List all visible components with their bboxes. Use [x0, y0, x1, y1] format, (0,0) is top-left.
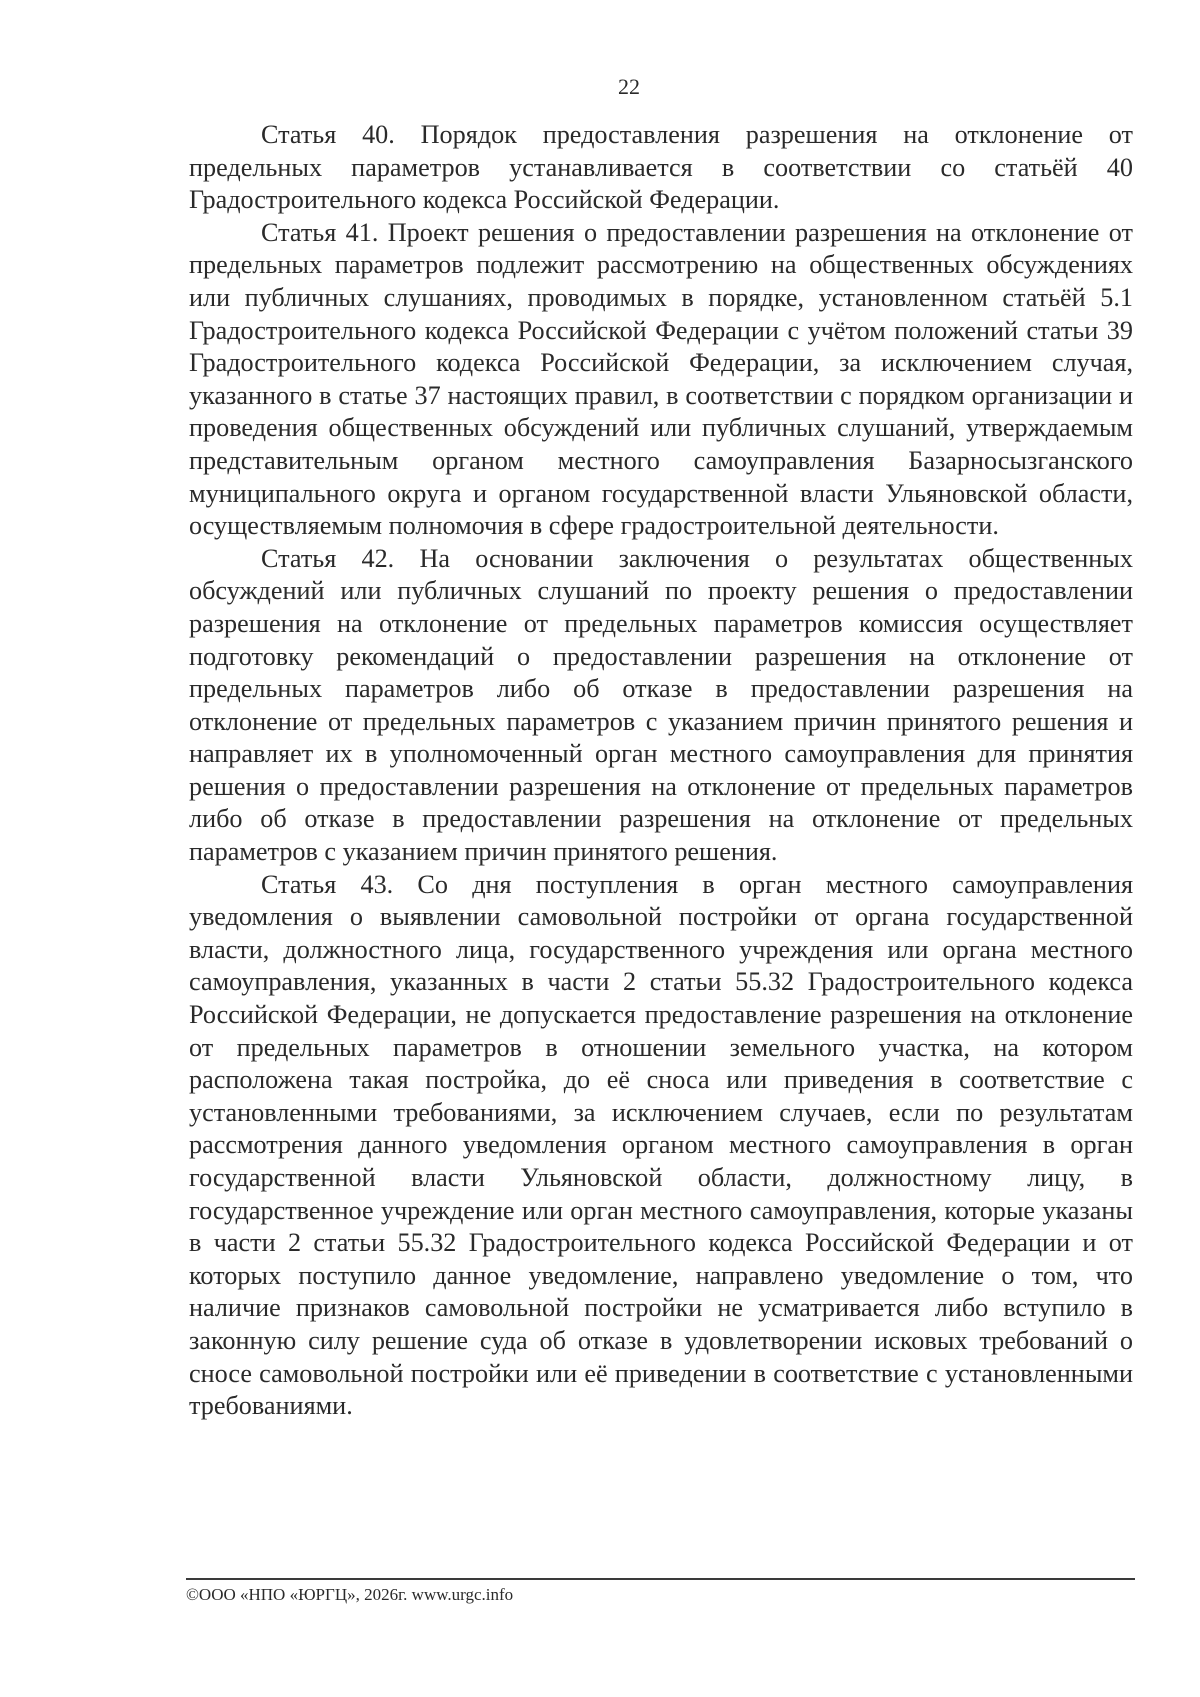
page-number: 22	[618, 74, 640, 99]
article-43: Статья 43. Со дня поступления в орган местного самоуправления уведомления о выявлении самовольной постройки от органа государственной власти, должностного лица, государственного учреждения или органа местного самоуправления, указанных в части 2 статьи 55.32 Градостроительного кодекса Российской Федерации, не допускается предоставление разрешения на отклонение от предельных параметров в отношении земельного участка, на котором расположена такая постройка, до её сноса или приведения в соответствие с установленными требованиями, за исключением случаев, если по результатам рассмотрения данного уведомления органом местного самоуправления в орган государственной власти Ульяновской области, должностному лицу, в государственное учреждение или орган местного самоуправления, которые указаны в части 2 статьи 55.32 Градостроительного кодекса Российской Федерации и от которых поступило данное уведомление, направлено уведомление о том, что наличие признаков самовольной постройки не усматривается либо вступило в законную силу решение суда об отказе в удовлетворении исковых требований о сносе самовольной постройки или её приведении в соответствие с установленными требованиями.	[189, 869, 1133, 1421]
footer-divider	[186, 1578, 1135, 1580]
article-41: Статья 41. Проект решения о предоставлении разрешения на отклонение от предельных параметров подлежит рассмотрению на общественных обсуждениях или публичных слушаниях, проводимых в порядке, установленном статьёй 5.1 Градостроительного кодекса Российской Федерации с учётом положений статьи 39 Градостроительного кодекса Российской Федерации, за исключением случая, указанного в статье 37 настоящих правил, в соответствии с порядком организации и проведения общественных обсуждений или публичных слушаний, утверждаемым представительным органом местного самоуправления Базарносызганского муниципального округа и органом государственной власти Ульяновской области, осуществляемым полномочия в сфере градостроительной деятельности.	[189, 217, 1133, 541]
article-42: Статья 42. На основании заключения о результатах общественных обсуждений или публичных слушаний по проекту решения о предоставлении разрешения на отклонение от предельных параметров комиссия осуществляет подготовку рекомендаций о предоставлении разрешения на отклонение от предельных параметров либо об отказе в предоставлении разрешения на отклонение от предельных параметров с указанием причин принятого решения и направляет их в уполномоченный орган местного самоуправления для принятия решения о предоставлении разрешения на отклонение от предельных параметров либо об отказе в предоставлении разрешения на отклонение от предельных параметров с указанием причин принятого решения.	[189, 543, 1133, 867]
footer-copyright: ©ООО «НПО «ЮРГЦ», 2026г. www.urgc.info	[186, 1585, 514, 1604]
document-body	[189, 119, 1133, 1423]
article-40: Статья 40. Порядок предоставления разрешения на отклонение от предельных параметров устанавливается в соответствии со статьёй 40 Градостроительного кодекса Российской Федерации.	[189, 120, 1133, 215]
